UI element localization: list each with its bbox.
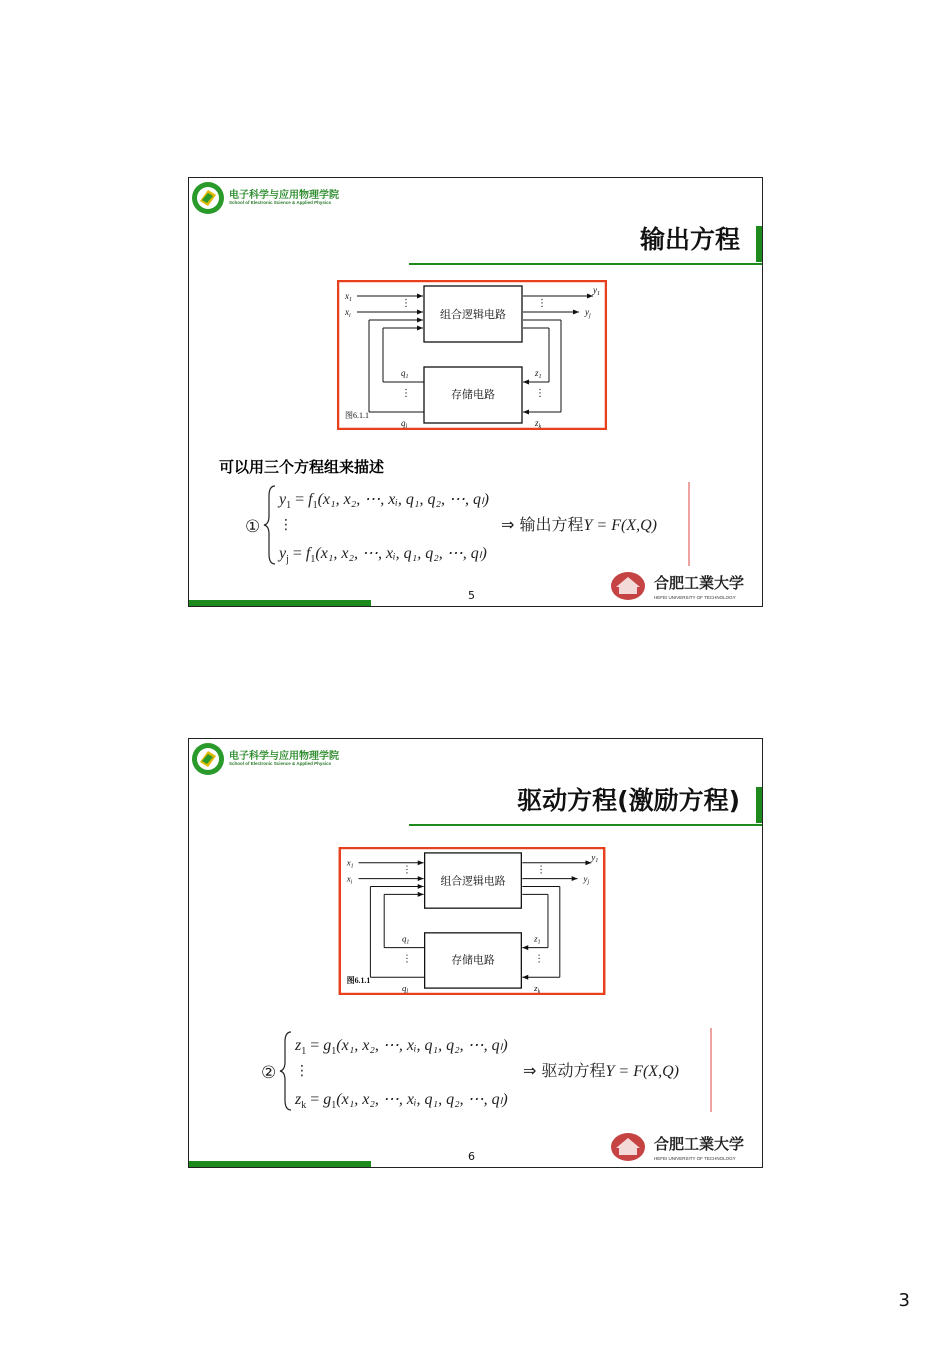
- university-name-en: HEFEI UNIVERSITY OF TECHNOLOGY: [654, 595, 736, 600]
- university-name-cn: 合肥工業大学: [654, 574, 745, 592]
- circuit-diagram: [337, 280, 607, 430]
- input-xi: $x_i$: [346, 873, 353, 886]
- storage-label: 存储电路: [451, 388, 495, 401]
- title-underline: [409, 263, 762, 265]
- dots-in: ⋮: [401, 298, 411, 309]
- state-q1: $q_1$: [401, 933, 410, 946]
- svg-text:⇒ 输出方程Y = F(X,Q): ⇒ 输出方程Y = F(X,Q): [501, 515, 657, 534]
- slide-page-number: 6: [468, 1150, 475, 1163]
- storage-label: 存储电路: [451, 953, 495, 967]
- dots-z: ⋮: [534, 953, 545, 965]
- figure-label: 图6.1.1: [346, 976, 371, 986]
- university-name-cn: 合肥工業大学: [654, 1135, 745, 1153]
- state-zk: $z_k$: [535, 418, 542, 430]
- state-ql: $q_l$: [401, 418, 408, 430]
- equation-number: ②: [261, 1063, 277, 1083]
- svg-text:z1 = g1(x₁, x₂, ⋯, xᵢ, q₁, q₂,: $z_1 = g_1(x_1$, x₂, ⋯, xᵢ, q₁, q₂, ⋯, qₗ): [295, 1037, 508, 1057]
- title-accent-bar: [756, 787, 762, 823]
- slide-6: [188, 738, 763, 1168]
- state-z1: $z_1$: [535, 368, 542, 380]
- combo-logic-label: 组合逻辑电路: [440, 874, 506, 888]
- svg-text:yj = f1(x₁, x₂, ⋯, xᵢ, q₁, q₂,: $y_j = f_1(x_1$, x₂, ⋯, xᵢ, q₁, q₂, ⋯, qₗ): [279, 545, 487, 565]
- drive-equation: [255, 1024, 725, 1119]
- svg-text:zk = g1(x₁, x₂, ⋯, xᵢ, q₁, q₂,: $z_k = g_1(x_1$, x₂, ⋯, xᵢ, q₁, q₂, ⋯, qₗ): [295, 1091, 508, 1111]
- input-x1: $x_1$: [346, 857, 354, 870]
- dots-in: ⋮: [401, 864, 412, 876]
- title-underline: [409, 824, 762, 826]
- input-xi: $x_i$: [345, 307, 351, 319]
- dots-out: ⋮: [536, 864, 546, 876]
- dots-q: ⋮: [401, 953, 412, 965]
- output-yj: $y_j$: [585, 307, 591, 319]
- state-z1: $z_1$: [534, 933, 541, 946]
- university-logo-icon: [608, 569, 758, 603]
- output-y1: $y_1$: [593, 285, 600, 297]
- footer-accent-bar: [189, 1161, 371, 1167]
- circuit-diagram: [337, 847, 607, 995]
- input-x1: $x_1$: [345, 291, 352, 303]
- slide-subtitle: 可以用三个方程组来描述: [219, 458, 385, 476]
- svg-text:y1 = f1(x₁, x₂, ⋯, xᵢ, q₁, q₂,: $y_1 = f_1(x_1$, x₂, ⋯, xᵢ, q₁, q₂, ⋯, qₗ): [279, 491, 489, 511]
- svg-text:⇒ 驱动方程Y = F(X,Q): ⇒ 驱动方程Y = F(X,Q): [523, 1061, 679, 1080]
- slide-page-number: 5: [468, 589, 475, 602]
- output-yj: $y_j$: [583, 873, 590, 886]
- sheet-page-number: 3: [898, 1290, 910, 1311]
- slide-title: 输出方程: [639, 225, 740, 254]
- dots-out: ⋮: [537, 298, 547, 309]
- equation-number: ①: [245, 517, 261, 537]
- school-logo-icon: [191, 181, 225, 215]
- university-logo-icon: [608, 1130, 758, 1164]
- output-y1: $y_1$: [591, 851, 599, 864]
- school-logo-icon: [191, 742, 225, 776]
- state-q1: $q_1$: [401, 368, 409, 380]
- output-equation: [239, 478, 699, 573]
- figure-label: 图6.1.1: [345, 411, 369, 420]
- school-name-cn: 电子科学与应用物理学院: [229, 751, 339, 762]
- university-name-en: HEFEI UNIVERSITY OF TECHNOLOGY: [654, 1156, 736, 1161]
- slide-title: 驱动方程(激励方程): [517, 786, 740, 815]
- dots-q: ⋮: [401, 388, 411, 399]
- school-name-en: School of Electronic Science & Applied Physics: [229, 761, 332, 766]
- school-name-cn: 电子科学与应用物理学院: [229, 190, 339, 201]
- state-zk: $z_k$: [534, 983, 541, 995]
- title-accent-bar: [756, 226, 762, 262]
- svg-text:⋮: ⋮: [295, 1063, 309, 1079]
- state-ql: $q_l$: [401, 983, 409, 995]
- footer-accent-bar: [189, 600, 371, 606]
- slide-5: [188, 177, 763, 607]
- school-name-en: School of Electronic Science & Applied Physics: [229, 200, 332, 205]
- dots-z: ⋮: [535, 388, 545, 399]
- svg-text:⋮: ⋮: [279, 517, 293, 533]
- combo-logic-label: 组合逻辑电路: [440, 308, 506, 321]
